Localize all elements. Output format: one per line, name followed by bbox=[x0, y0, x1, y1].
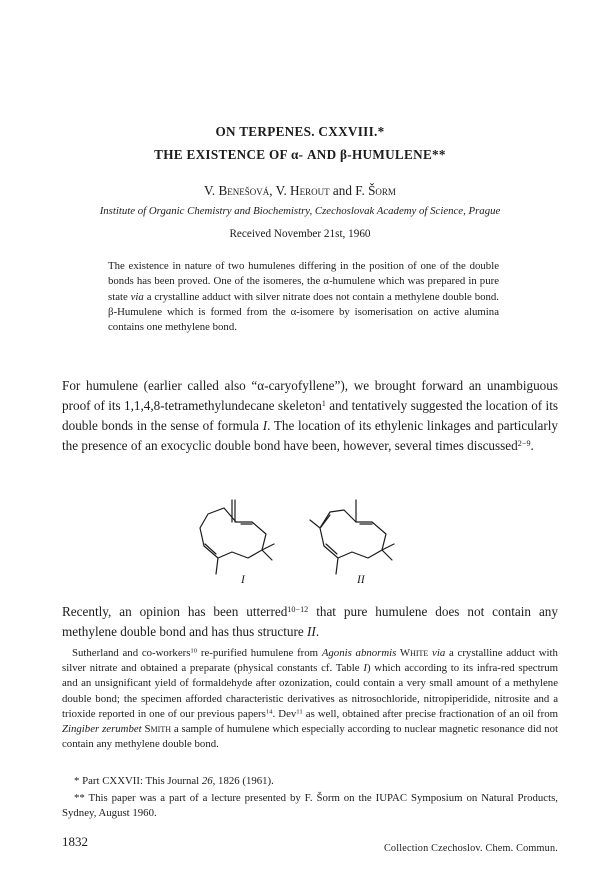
formula-I-gem-dimethyl bbox=[262, 544, 274, 560]
formula-II-methyl-bottom bbox=[336, 558, 338, 574]
formula-II-gem-dimethyl bbox=[382, 544, 394, 560]
received-date: Received November 21st, 1960 bbox=[229, 228, 371, 240]
authors bbox=[0, 183, 600, 199]
formula-II-methyl-left bbox=[310, 520, 320, 528]
structure-label-I: I bbox=[241, 574, 245, 586]
article-title-line-2: THE EXISTENCE OF α- AND β-HUMULENE** bbox=[154, 147, 446, 162]
author-3-name: Šorm bbox=[368, 183, 396, 198]
formula-II-ring bbox=[320, 510, 386, 558]
body-paragraph-3: Sutherland and co-workers$^{10}$ re-purified humulene from Agonis abnormis White via a crystalline adduct with silver nitrate and obtained a preparate (physical constants cf. Table I) which according to its infra-red spectrum and an unsignificant yield of formaldehyde after ozonization, could contain a very small amount of a methylene double bond; the specimen afforded characteristic derivatives as nitrosochloride, nitropiperidide, nitrosite and a trioxide reported in one of our previous papers$^{14}$. Dev$^{11}$ as well, obtained after precise fractionation of an oil from Zingiber zerumbet Smith a sample of humulene which especially according to nuclear magnetic resonance did not contain any methylene double bond. bbox=[62, 647, 558, 751]
affiliation: Institute of Organic Chemistry and Biochemistry, Czechoslovak Academy of Science, Prague bbox=[99, 205, 501, 217]
reference-1: 1 bbox=[321, 398, 326, 408]
formula-I-ring bbox=[200, 508, 266, 558]
abstract: The existence in nature of two humulenes differing in the position of one of the double bonds has been proved. One of the isomeres, the α-humulene which was prepared in pure state via a crystalline adduct with silver nitrate does not contain a methylene double bond. β-Humulene which is formed from the α-isomere by isomerisation on active alumina contains one methylene bond. bbox=[108, 260, 499, 334]
author-2-name: Herout bbox=[290, 183, 330, 198]
author-1-name: Benešová bbox=[218, 183, 270, 198]
reference-10-12: 10−12 bbox=[287, 604, 309, 614]
body-paragraph-1: For humulene (earlier called also “α-caryofyllene”), we brought forward an unambiguous proof of its 1,1,4,8-tetramethylundecane skeleton$^1$ and tentatively suggested the location of its double bonds in the sense of formula I. The location of its ethylenic linkages and particularly the presence of an exocyclic double bond have been, however, several times discussed$^{2-9}$. bbox=[62, 378, 558, 453]
formula-I-methyl bbox=[216, 558, 218, 574]
journal-footer: Collection Czechoslov. Chem. Commun. bbox=[383, 843, 558, 854]
author-2-initial: , V. bbox=[269, 183, 291, 198]
reference-2-9: 2−9 bbox=[517, 438, 531, 448]
structure-label-II: II bbox=[357, 574, 365, 586]
footnote-2: ** This paper was a part of a lecture presented by F. Šorm on the IUPAC Symposium on Natural Products, Sydney, August 1960. bbox=[62, 792, 558, 820]
formula-I-structure bbox=[200, 500, 274, 574]
page-number: 1832 bbox=[62, 834, 88, 849]
author-3-initial: and F. bbox=[329, 183, 369, 198]
formula-II-structure bbox=[310, 500, 394, 574]
body-paragraph-2: Recently, an opinion has been utterred$^{10-12}$ that pure humulene does not contain any methylene double bond and has thus structure II. bbox=[62, 604, 558, 639]
formula-II-double-bond-1 bbox=[321, 515, 330, 527]
article-title-line-1: ON TERPENES. CXXVIII.* bbox=[215, 124, 385, 139]
humulene-structures-diagram bbox=[180, 484, 450, 594]
author-1-initial: V. bbox=[204, 183, 219, 198]
footnote-1: * Part CXXVII: This Journal 26, 1826 (1961). bbox=[74, 775, 274, 787]
